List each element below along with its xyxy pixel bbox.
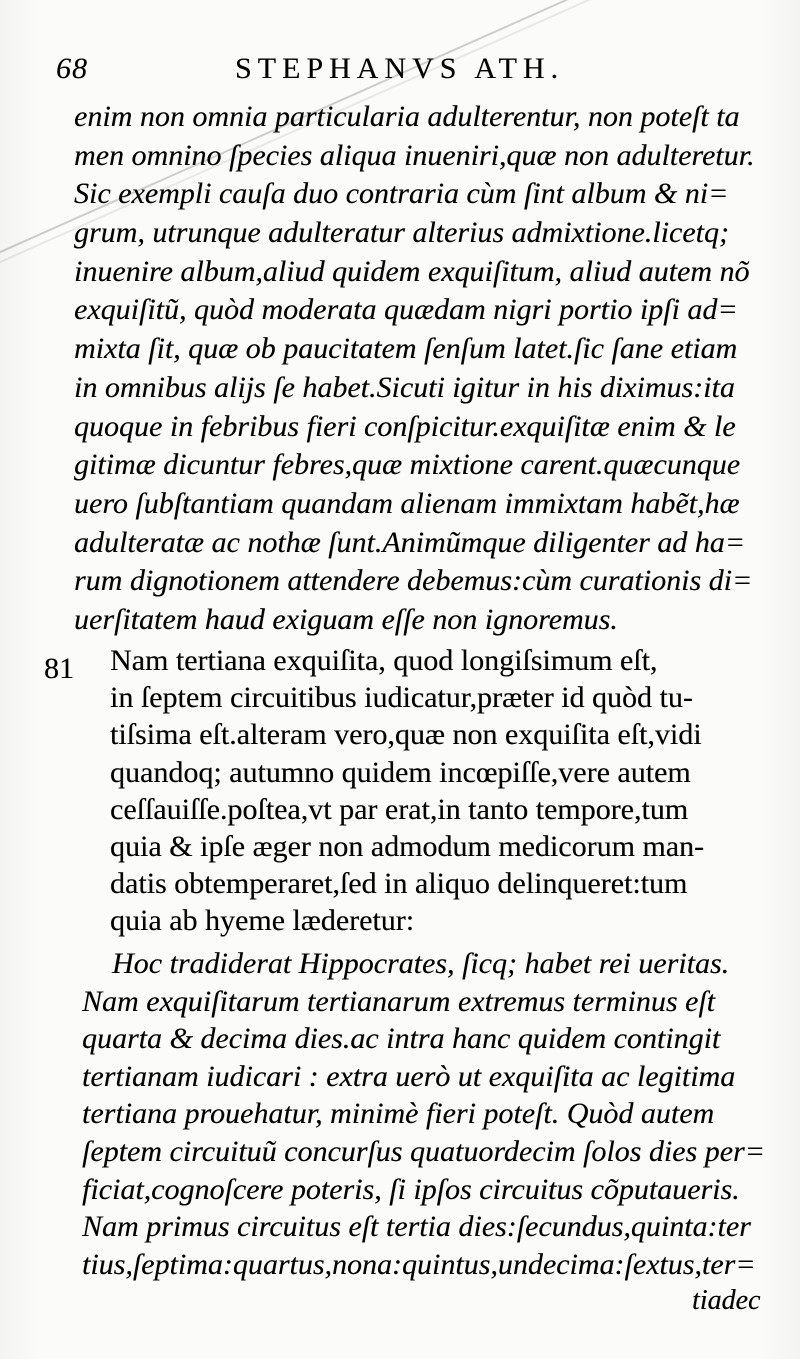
- commentary-line: tertiana prouehatur, minimè fieri poteſt. Quòd autem: [82, 1097, 715, 1131]
- text-line: Nam tertiana exquiſita, quod longiſsimum eſt,: [110, 644, 658, 677]
- commentary-line: rum dignotionem attendere debemus:cùm curationis di=: [74, 564, 753, 598]
- commentary-line: adulteratæ ac nothæ ſunt.Animũmque diligenter ad ha=: [74, 525, 746, 559]
- commentary-line: men omnino ſpecies aliqua inueniri,quæ non adulteretur.: [74, 138, 755, 172]
- commentary-line: Nam exquiſitarum tertianarum extremus terminus eſt: [82, 984, 715, 1018]
- commentary-line: ficiat,cognoſcere poteris, ſi ipſos circuitus cõputaueris.: [82, 1172, 740, 1206]
- page-number: 68: [56, 52, 88, 85]
- commentary-line: Sic exempli cauſa duo contraria cùm ſint album & ni=: [74, 177, 729, 211]
- commentary-line: tius,ſeptima:quartus,nona:quintus,undecima:ſextus,ter=: [82, 1247, 756, 1281]
- commentary-line: mixta ſit, quæ ob paucitatem ſenſum latet.ſic ſane etiam: [74, 332, 738, 366]
- commentary-line: tertianam iudicari : extra uerò ut exquiſita ac legitima: [82, 1059, 736, 1093]
- commentary-block-1: [74, 98, 764, 640]
- commentary-line: quoque in febribus fieri conſpicitur.exquiſitæ enim & le: [74, 409, 736, 443]
- running-head: STEPHANVS ATH.: [235, 52, 565, 85]
- text-line: quia & ipſe æger non admodum medicorum man-: [110, 829, 705, 863]
- text-line: in ſeptem circuitibus iudicatur,præter id quòd tu-: [110, 681, 693, 715]
- commentary-line: exquiſitũ, quòd moderata quædam nigri portio ipſi ad=: [74, 293, 738, 327]
- commentary-line: in omnibus alijs ſe habet.Sicuti igitur in his diximus:ita: [74, 370, 735, 404]
- commentary-line: uero ſubſtantiam quandam alienam immixtam habẽt,hæ: [74, 486, 740, 520]
- text-line: quia ab hyeme læderetur:: [110, 904, 415, 938]
- commentary-line: enim non omnia particularia adulterentur, non poteſt ta: [74, 100, 740, 133]
- commentary-line: ſeptem circuituũ concurſus quatuordecim ſolos dies per=: [82, 1134, 765, 1168]
- commentary-line: Nam primus circuitus eſt tertia dies:ſecundus,quinta:ter: [82, 1210, 751, 1244]
- text-line: datis obtemperaret,ſed in aliquo delinqueret:tum: [110, 867, 688, 901]
- commentary-line: inuenire album,aliud quidem exquiſitum, aliud autem nõ: [74, 254, 750, 288]
- commentary-block-2: [82, 945, 772, 1283]
- text-line: ceſſauiſſe.poſtea,vt par erat,in tanto tempore,tum: [110, 792, 689, 826]
- commentary-line: grum, utrunque adulteratur alterius admixtione.licetq;: [74, 216, 729, 250]
- commentary-line: uerſitatem haud exiguam eſſe non ignoremus.: [74, 602, 618, 636]
- commentary-line: quarta & decima dies.ac intra hanc quidem contingit: [82, 1022, 721, 1056]
- catchword: tiadec: [692, 1285, 761, 1316]
- section-number: 81: [44, 652, 74, 685]
- text-line: quandoq; autumno quidem incœpiſſe,vere autem: [110, 755, 691, 789]
- commentary-line: gitimæ dicuntur febres,quæ mixtione carent.quæcunque: [74, 448, 741, 482]
- commentary-line: Hoc tradiderat Hippocrates, ſicq; habet rei ueritas.: [82, 947, 730, 980]
- text-line: tiſsima eſt.alteram vero,quæ non exquiſita eſt,vidi: [110, 718, 702, 752]
- main-text-block: [110, 642, 765, 940]
